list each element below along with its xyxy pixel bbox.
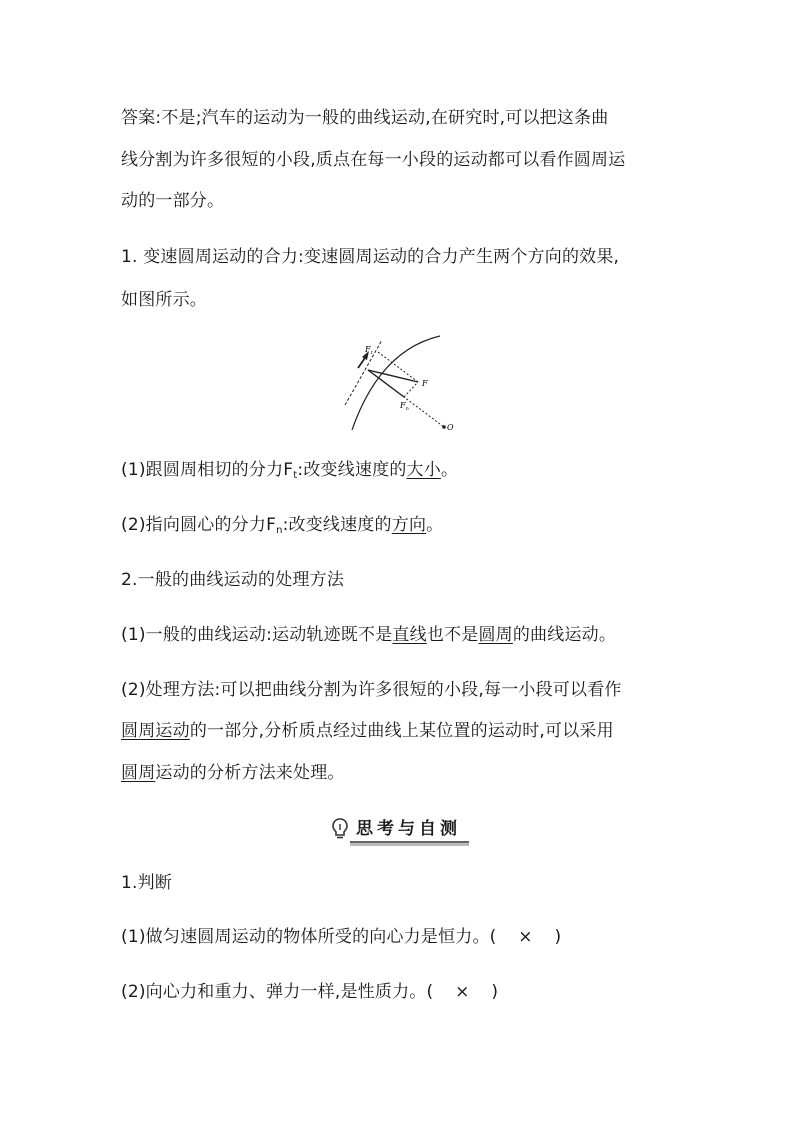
label-fn: $F_n$ — [400, 401, 409, 412]
quiz-q2: (2)向心力和重力、弹力一样,是性质力。( × ) — [121, 982, 499, 1002]
quiz-q1: (1)做匀速圆周运动的物体所受的向心力是恒力。( × ) — [121, 927, 562, 947]
answer-mark-2: × — [455, 982, 470, 1002]
section2-title: 2.一般的曲线运动的处理方法 — [121, 570, 345, 590]
force-diagram — [340, 330, 470, 430]
section1-line-2: 如图所示。 — [121, 290, 207, 310]
answer-line-3: 动的一部分。 — [121, 191, 225, 211]
parallelogram-side-2 — [404, 382, 418, 397]
answer-line-2: 线分割为许多很短的小段,质点在每一小段的运动都可以看作圆周运 — [121, 150, 626, 170]
answer-mark-1: × — [518, 927, 533, 947]
answer-line-1: 答案:不是;汽车的运动为一般的曲线运动,在研究时,可以把这条曲 — [121, 108, 609, 128]
center-point — [442, 425, 446, 429]
lightbulb-icon — [330, 817, 350, 839]
section2-p1: (1)一般的曲线运动:运动轨迹既不是直线也不是圆周的曲线运动。 — [121, 625, 617, 645]
label-o: O — [447, 423, 454, 430]
section2-p2-line-3: 圆周运动的分析方法来处理。 — [121, 763, 345, 783]
label-ft: $F_t$ — [365, 345, 373, 356]
item-1: (1)跟圆周相切的分力$F_t$:改变线速度的大小。 — [121, 460, 459, 481]
section2-p2-line-1: (2)处理方法:可以把曲线分割为许多很短的小段,每一小段可以看作 — [121, 680, 622, 700]
section2-p2-line-2: 圆周运动的一部分,分析质点经过曲线上某位置的运动时,可以采用 — [121, 721, 614, 741]
heading-title: 思考与自测 — [350, 814, 469, 843]
section1-line-1: 1. 变速圆周运动的合力:变速圆周运动的合力产生两个方向的效果, — [121, 247, 620, 267]
label-f: F — [422, 379, 428, 388]
section-heading — [330, 815, 469, 841]
quiz-title: 1.判断 — [121, 873, 173, 893]
item-2: (2)指向圆心的分力$F_n$:改变线速度的方向。 — [121, 515, 444, 536]
